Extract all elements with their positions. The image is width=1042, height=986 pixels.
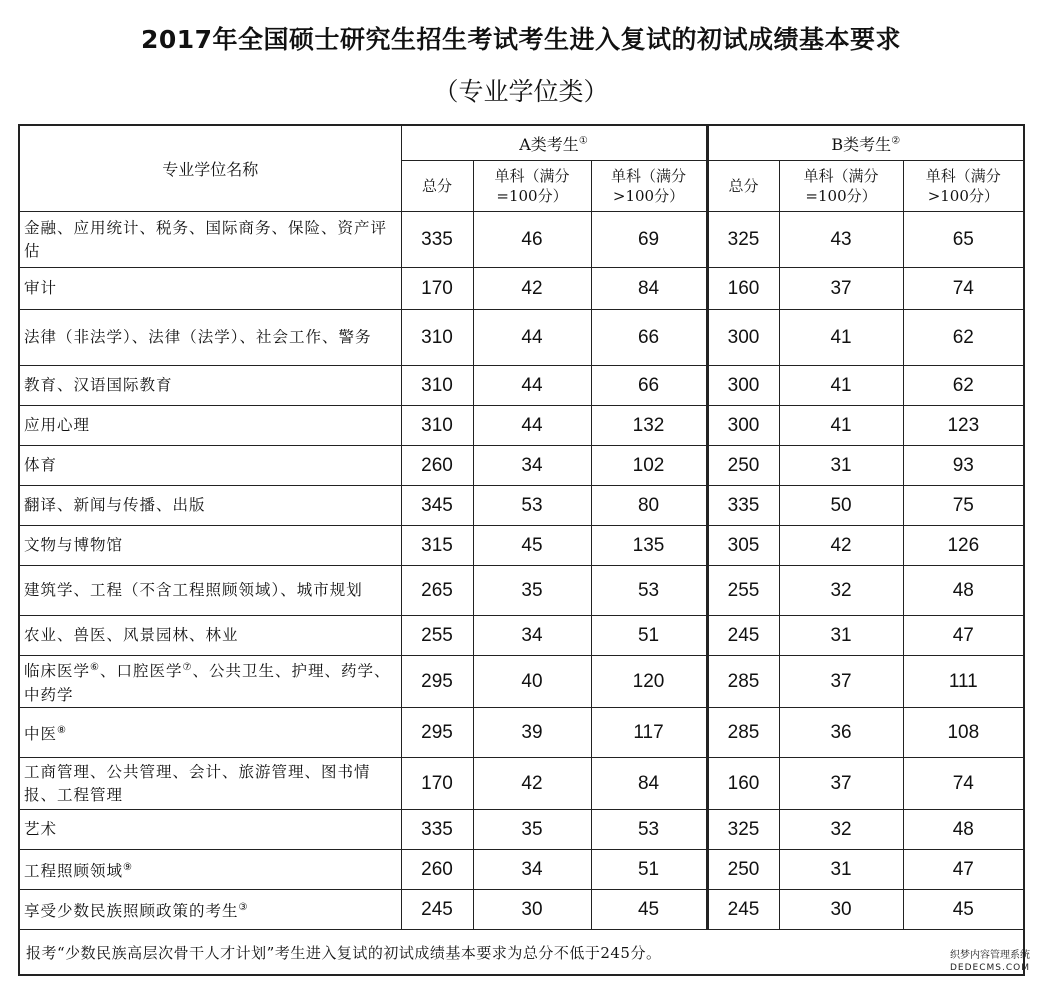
- cell-b-total: 300: [707, 366, 779, 406]
- row-name: [19, 890, 401, 930]
- a-single-100-line1: 单科（满分: [494, 167, 570, 185]
- group-a-footnote-mark: ①: [578, 135, 588, 147]
- cell-b-single-gt100: 126: [903, 526, 1024, 566]
- cell-b-total: 325: [707, 212, 779, 268]
- cell-b-single-gt100: 74: [903, 268, 1024, 310]
- table-row: [19, 526, 1024, 566]
- row-name-text: 体育: [24, 456, 58, 474]
- cell-b-single-gt100: 74: [903, 758, 1024, 810]
- cell-a-single-100: 34: [473, 850, 591, 890]
- cell-a-single-gt100: 84: [591, 758, 707, 810]
- cell-a-single-gt100: 84: [591, 268, 707, 310]
- col-header-group-a: [401, 125, 707, 161]
- row-name: [19, 446, 401, 486]
- col-header-b-single-gt100: [903, 161, 1024, 212]
- col-header-name: 专业学位名称: [19, 125, 401, 212]
- cell-b-total: 300: [707, 310, 779, 366]
- cell-a-total: 260: [401, 446, 473, 486]
- cell-a-single-gt100: 132: [591, 406, 707, 446]
- cell-a-single-gt100: 69: [591, 212, 707, 268]
- cell-a-total: 310: [401, 366, 473, 406]
- table-row: [19, 406, 1024, 446]
- cell-b-single-100: 36: [779, 708, 903, 758]
- watermark-line2: DEDECMS.COM: [950, 963, 1030, 973]
- cell-a-single-100: 45: [473, 526, 591, 566]
- row-name: [19, 526, 401, 566]
- cell-b-single-gt100: 123: [903, 406, 1024, 446]
- table-row: [19, 366, 1024, 406]
- row-name-text: 农业、兽医、风景园林、林业: [24, 626, 239, 644]
- row-name-text: 教育、汉语国际教育: [24, 376, 173, 394]
- cell-b-single-100: 32: [779, 566, 903, 616]
- watermark-logo: [950, 950, 1030, 974]
- col-header-group-b: [707, 125, 1024, 161]
- cell-a-total: 310: [401, 310, 473, 366]
- row-name-text: 、口腔医学: [99, 662, 183, 681]
- cell-a-single-gt100: 53: [591, 566, 707, 616]
- cell-a-total: 310: [401, 406, 473, 446]
- row-name: [19, 850, 401, 890]
- row-name-text: 审计: [24, 279, 58, 297]
- cell-b-total: 285: [707, 656, 779, 708]
- cell-b-total: 160: [707, 758, 779, 810]
- group-b-label: B类考生: [831, 134, 892, 154]
- cell-b-single-100: 30: [779, 890, 903, 930]
- table-row: [19, 268, 1024, 310]
- cell-b-single-100: 37: [779, 758, 903, 810]
- table-row: [19, 850, 1024, 890]
- cell-a-total: 315: [401, 526, 473, 566]
- row-name: [19, 656, 401, 708]
- footnote-mark: ⑥: [90, 662, 100, 674]
- cell-b-total: 250: [707, 850, 779, 890]
- row-name: [19, 268, 401, 310]
- b-single-100-line2: =100分）: [805, 187, 877, 205]
- table-row: [19, 890, 1024, 930]
- group-a-label: A类考生: [519, 134, 579, 154]
- cell-a-single-gt100: 120: [591, 656, 707, 708]
- row-name-text: 艺术: [24, 820, 58, 838]
- cell-b-total: 245: [707, 616, 779, 656]
- cell-a-single-100: 42: [473, 268, 591, 310]
- a-single-gt100-line1: 单科（满分: [611, 167, 687, 185]
- cell-a-single-100: 42: [473, 758, 591, 810]
- page-title: 2017年全国硕士研究生招生考试考生进入复试的初试成绩基本要求: [140, 25, 902, 54]
- row-name-text: 享受少数民族照顾政策的考生: [24, 902, 239, 921]
- table-row: [19, 656, 1024, 708]
- footnote-mark: ⑦: [182, 662, 193, 674]
- cell-a-single-gt100: 117: [591, 708, 707, 758]
- row-name: [19, 486, 401, 526]
- cell-a-single-100: 53: [473, 486, 591, 526]
- table-row: [19, 566, 1024, 616]
- row-name: [19, 810, 401, 850]
- cell-a-single-100: 35: [473, 566, 591, 616]
- cell-a-single-100: 46: [473, 212, 591, 268]
- cell-b-single-100: 37: [779, 656, 903, 708]
- table-row: [19, 616, 1024, 656]
- cell-a-single-gt100: 51: [591, 616, 707, 656]
- cell-b-single-gt100: 62: [903, 366, 1024, 406]
- score-table: [18, 124, 1025, 976]
- row-name-text: 、公共卫生、护理、药学、中药学: [24, 662, 391, 704]
- table-row: [19, 486, 1024, 526]
- cell-a-single-100: 34: [473, 446, 591, 486]
- cell-a-total: 335: [401, 810, 473, 850]
- cell-a-single-gt100: 66: [591, 366, 707, 406]
- cell-b-single-gt100: 93: [903, 446, 1024, 486]
- cell-b-total: 325: [707, 810, 779, 850]
- row-name: [19, 566, 401, 616]
- table-row: [19, 708, 1024, 758]
- cell-b-single-100: 41: [779, 406, 903, 446]
- b-single-gt100-line2: >100分）: [927, 187, 999, 205]
- cell-b-single-100: 43: [779, 212, 903, 268]
- a-single-100-line2: =100分）: [496, 187, 568, 205]
- cell-b-single-gt100: 65: [903, 212, 1024, 268]
- cell-a-single-100: 30: [473, 890, 591, 930]
- cell-b-single-100: 31: [779, 616, 903, 656]
- row-name-text: 翻译、新闻与传播、出版: [24, 496, 206, 514]
- cell-a-total: 335: [401, 212, 473, 268]
- cell-a-single-gt100: 53: [591, 810, 707, 850]
- cell-b-single-gt100: 45: [903, 890, 1024, 930]
- cell-b-total: 285: [707, 708, 779, 758]
- cell-a-single-gt100: 51: [591, 850, 707, 890]
- cell-b-total: 300: [707, 406, 779, 446]
- col-header-a-total: 总分: [401, 161, 473, 212]
- table-row: [19, 758, 1024, 810]
- cell-b-single-100: 42: [779, 526, 903, 566]
- row-name-text: 法律（非法学）、法律（法学）、社会工作、警务: [24, 328, 372, 346]
- cell-a-single-100: 40: [473, 656, 591, 708]
- cell-b-total: 335: [707, 486, 779, 526]
- cell-a-single-gt100: 135: [591, 526, 707, 566]
- cell-b-total: 255: [707, 566, 779, 616]
- table-row: [19, 212, 1024, 268]
- cell-a-total: 345: [401, 486, 473, 526]
- cell-b-total: 160: [707, 268, 779, 310]
- cell-a-single-100: 34: [473, 616, 591, 656]
- cell-a-total: 295: [401, 708, 473, 758]
- row-name-text: 中医: [24, 725, 58, 744]
- cell-b-single-gt100: 111: [903, 656, 1024, 708]
- cell-a-single-gt100: 66: [591, 310, 707, 366]
- a-single-gt100-line2: >100分）: [612, 187, 685, 205]
- cell-a-single-gt100: 102: [591, 446, 707, 486]
- table-row: [19, 310, 1024, 366]
- cell-b-single-gt100: 108: [903, 708, 1024, 758]
- row-name-text: 工程照顾领域: [24, 862, 124, 881]
- cell-b-single-100: 50: [779, 486, 903, 526]
- table-row: [19, 810, 1024, 850]
- row-name: [19, 310, 401, 366]
- cell-b-single-100: 41: [779, 310, 903, 366]
- cell-a-single-gt100: 80: [591, 486, 707, 526]
- footnote-mark: ③: [238, 901, 249, 913]
- cell-b-single-gt100: 47: [903, 850, 1024, 890]
- col-header-b-single-100: [779, 161, 903, 212]
- row-name-text: 文物与博物馆: [24, 536, 124, 554]
- note-row: [19, 930, 1024, 976]
- row-name: [19, 758, 401, 810]
- row-name: [19, 366, 401, 406]
- cell-a-total: 170: [401, 758, 473, 810]
- row-name: [19, 406, 401, 446]
- footnote-mark: ⑧: [57, 724, 67, 736]
- cell-a-total: 265: [401, 566, 473, 616]
- cell-a-total: 260: [401, 850, 473, 890]
- header-row-groups: [19, 125, 1024, 161]
- table-note: 报考“少数民族高层次骨干人才计划”考生进入复试的初试成绩基本要求为总分不低于245分。: [19, 930, 1024, 976]
- cell-b-single-100: 32: [779, 810, 903, 850]
- cell-b-single-gt100: 62: [903, 310, 1024, 366]
- cell-a-single-100: 44: [473, 406, 591, 446]
- cell-b-total: 250: [707, 446, 779, 486]
- cell-a-total: 295: [401, 656, 473, 708]
- cell-b-total: 245: [707, 890, 779, 930]
- cell-a-total: 245: [401, 890, 473, 930]
- table-row: [19, 446, 1024, 486]
- cell-b-single-100: 31: [779, 850, 903, 890]
- cell-b-single-100: 41: [779, 366, 903, 406]
- cell-b-single-gt100: 47: [903, 616, 1024, 656]
- cell-b-single-gt100: 48: [903, 566, 1024, 616]
- row-name: [19, 616, 401, 656]
- cell-b-total: 305: [707, 526, 779, 566]
- cell-b-single-100: 37: [779, 268, 903, 310]
- col-header-a-single-gt100: [591, 161, 707, 212]
- page-subtitle: （专业学位类）: [433, 77, 609, 106]
- footnote-mark: ⑨: [123, 861, 133, 873]
- row-name-text: 工商管理、公共管理、会计、旅游管理、图书情报、工程管理: [24, 762, 371, 804]
- cell-a-single-100: 44: [473, 366, 591, 406]
- b-single-gt100-line1: 单科（满分: [925, 167, 1001, 185]
- cell-a-single-100: 44: [473, 310, 591, 366]
- col-header-a-single-100: [473, 161, 591, 212]
- cell-a-single-gt100: 45: [591, 890, 707, 930]
- cell-a-single-100: 39: [473, 708, 591, 758]
- watermark-line1: 织梦内容管理系统: [950, 950, 1030, 961]
- cell-b-single-100: 31: [779, 446, 903, 486]
- row-name: [19, 708, 401, 758]
- group-b-footnote-mark: ②: [891, 135, 901, 147]
- col-header-b-total: 总分: [707, 161, 779, 212]
- row-name-text: 建筑学、工程（不含工程照顾领域）、城市规划: [24, 581, 363, 599]
- cell-a-total: 255: [401, 616, 473, 656]
- cell-b-single-gt100: 48: [903, 810, 1024, 850]
- cell-a-single-100: 35: [473, 810, 591, 850]
- b-single-100-line1: 单科（满分: [803, 167, 879, 185]
- cell-a-total: 170: [401, 268, 473, 310]
- row-name-text: 应用心理: [24, 416, 91, 434]
- row-name-text: 临床医学: [24, 662, 91, 681]
- row-name-text: 金融、应用统计、税务、国际商务、保险、资产评估: [24, 218, 388, 260]
- row-name: [19, 212, 401, 268]
- cell-b-single-gt100: 75: [903, 486, 1024, 526]
